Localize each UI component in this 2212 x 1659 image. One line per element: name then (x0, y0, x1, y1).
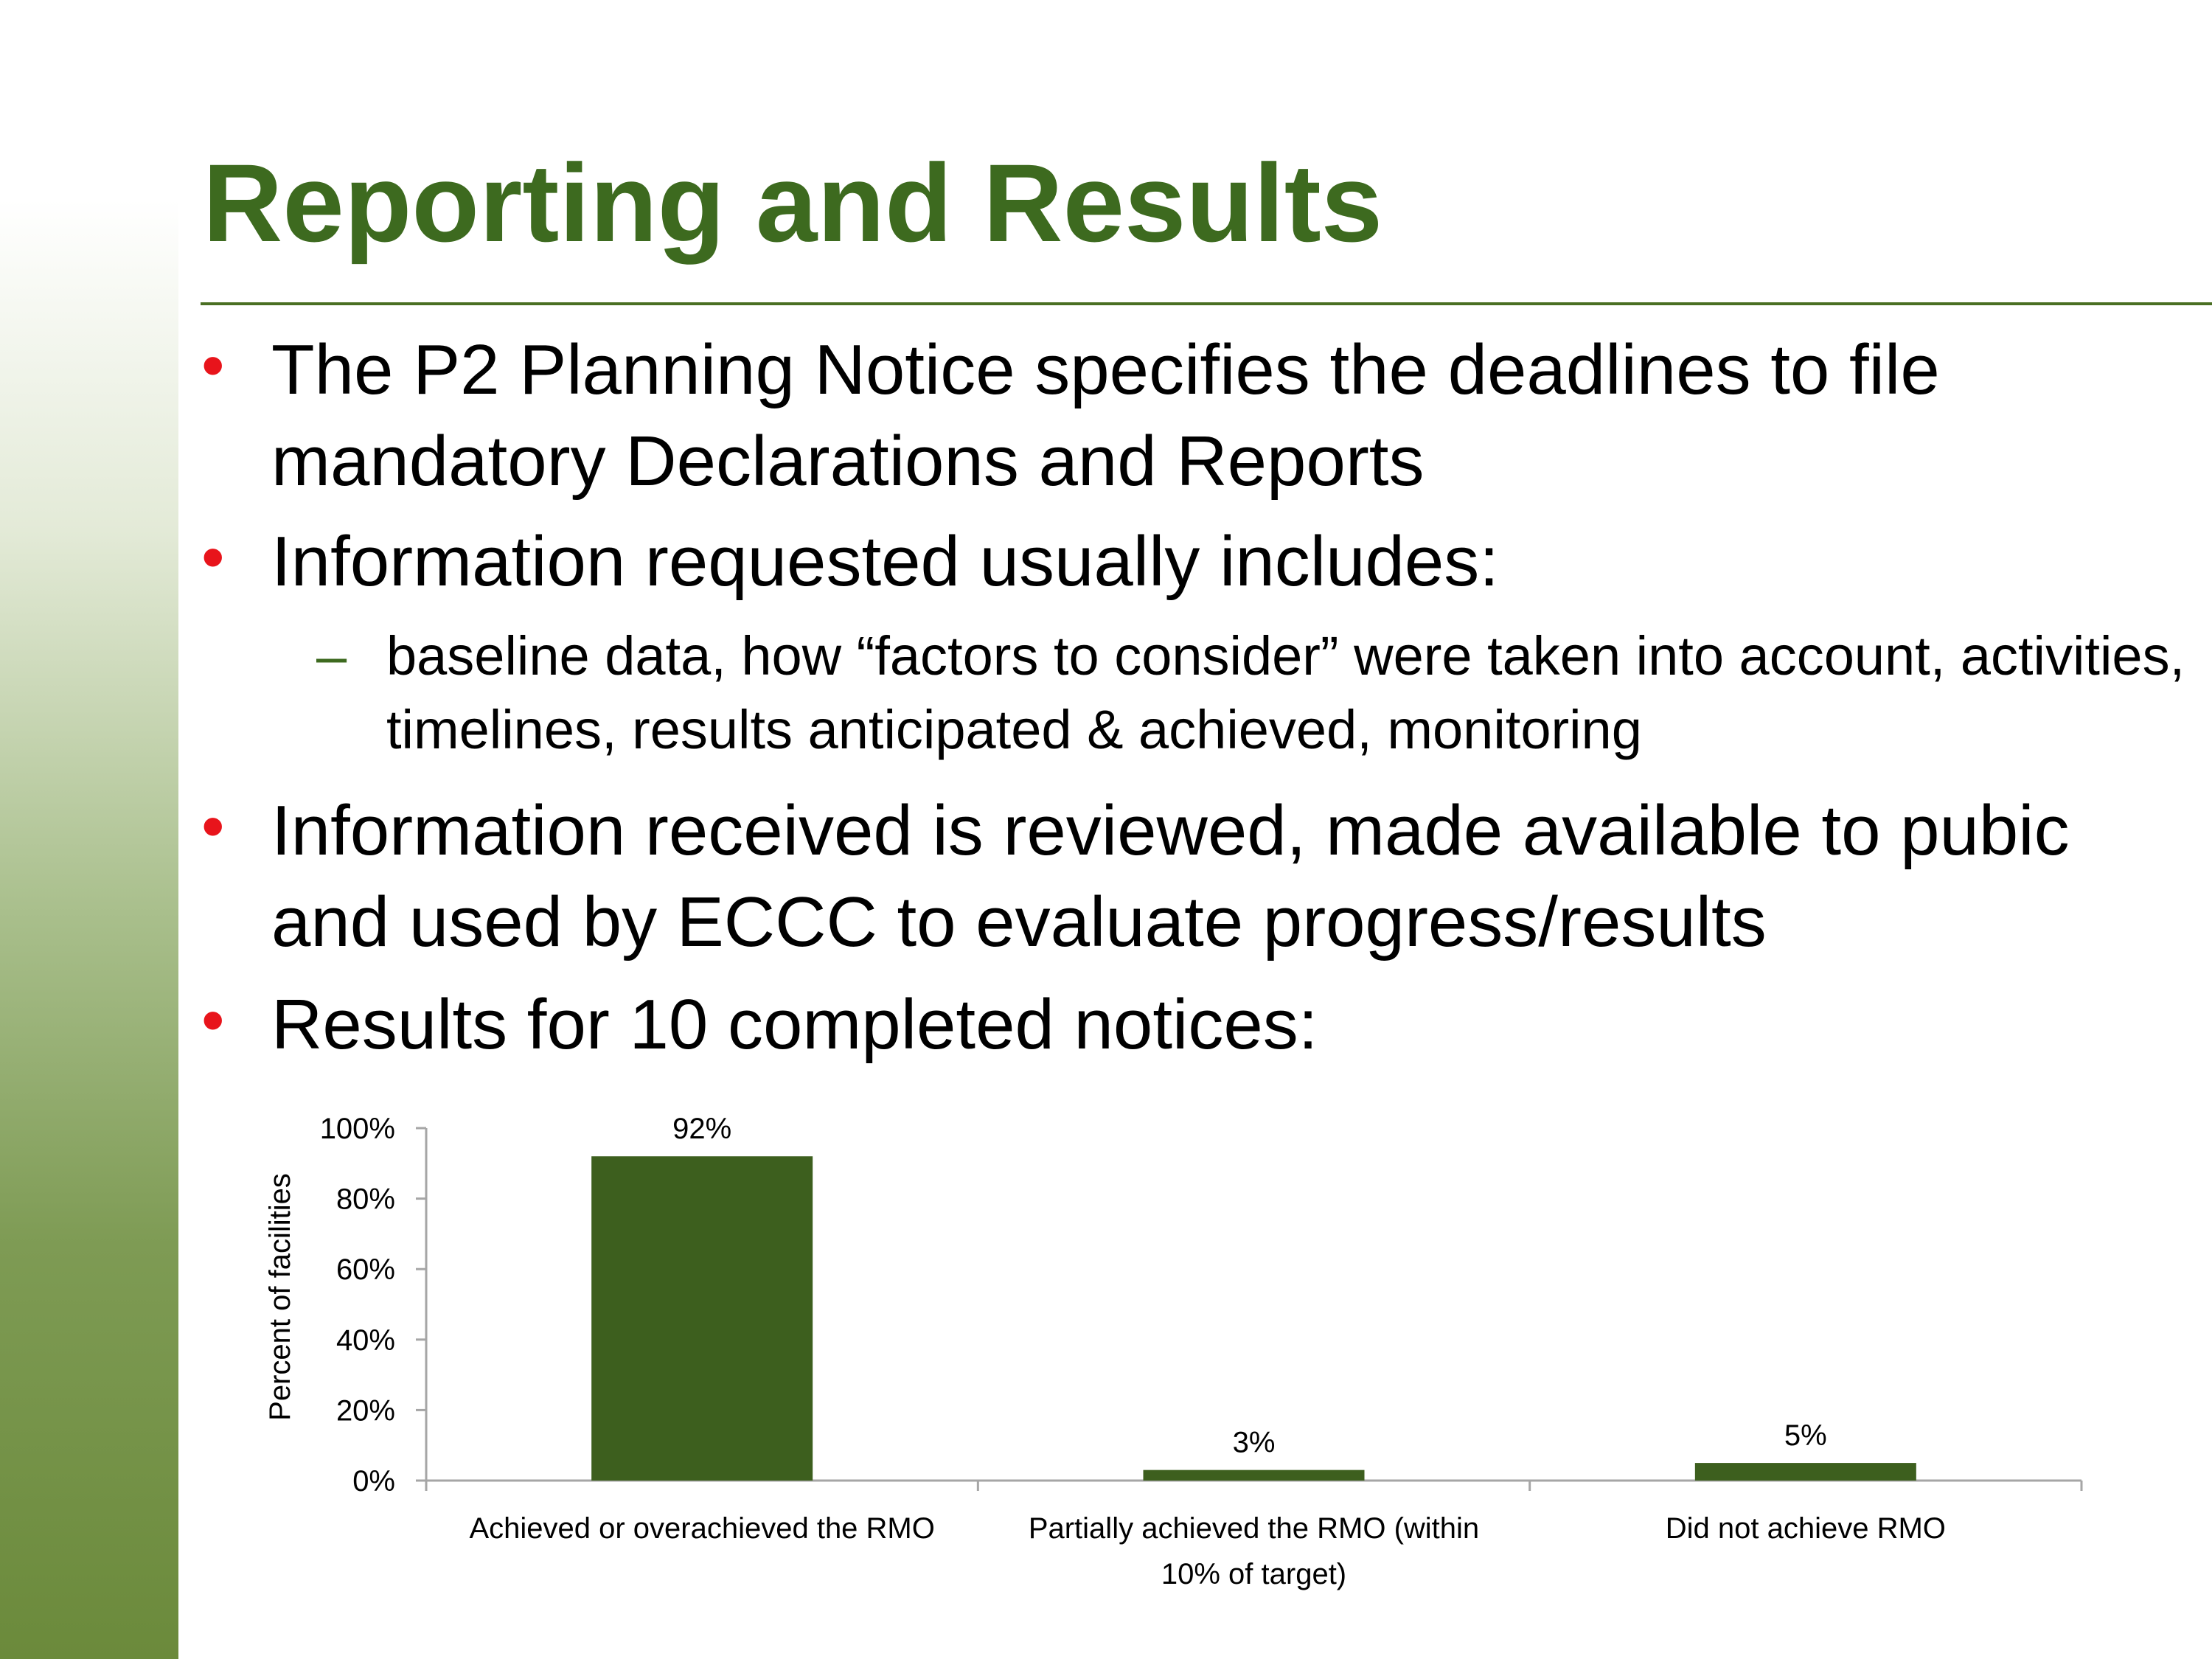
x-tick-label: 10% of target) (1161, 1558, 1347, 1590)
bar (1144, 1470, 1365, 1481)
bullet-icon: • (201, 984, 225, 1057)
chart-area (264, 1113, 2081, 1590)
bar (1695, 1463, 1916, 1481)
y-axis-title: Percent of facilities (264, 1173, 296, 1421)
data-label: 3% (1232, 1426, 1276, 1459)
bullet-text: Results for 10 completed notices: (271, 985, 1318, 1064)
y-tick-label: 60% (335, 1253, 395, 1287)
bar (591, 1156, 813, 1481)
sub-bullet-text: baseline data, how “factors to consider” were taken into account, activities, timelines, results anticipated & achieved, monitoring (386, 625, 2185, 760)
bullet-icon: • (201, 329, 225, 403)
x-tick-label: Partially achieved the RMO (within (1028, 1512, 1480, 1545)
y-tick-label: 40% (335, 1324, 395, 1357)
bullet-icon: • (201, 521, 225, 594)
bullet-text: The P2 Planning Notice specifies the deadlines to file mandatory Declarations and Reports (271, 330, 1940, 501)
data-label: 92% (672, 1113, 732, 1146)
slide-title: Reporting and Results (203, 141, 1383, 265)
x-tick-label: Achieved or overachieved the RMO (469, 1512, 935, 1545)
bullet-text: Information requested usually includes: (271, 522, 1499, 601)
data-label: 5% (1784, 1419, 1827, 1453)
y-tick-label: 20% (335, 1394, 395, 1427)
y-tick-label: 100% (319, 1113, 395, 1145)
dash-icon: – (316, 625, 347, 686)
bullet-text: Information received is reviewed, made available to pubic and used by ECCC to evaluate progress/results (271, 791, 2070, 961)
y-tick-label: 80% (335, 1183, 395, 1216)
y-tick-label: 0% (352, 1465, 395, 1498)
x-tick-label: Did not achieve RMO (1665, 1512, 1946, 1545)
bullet-icon: • (201, 790, 225, 863)
